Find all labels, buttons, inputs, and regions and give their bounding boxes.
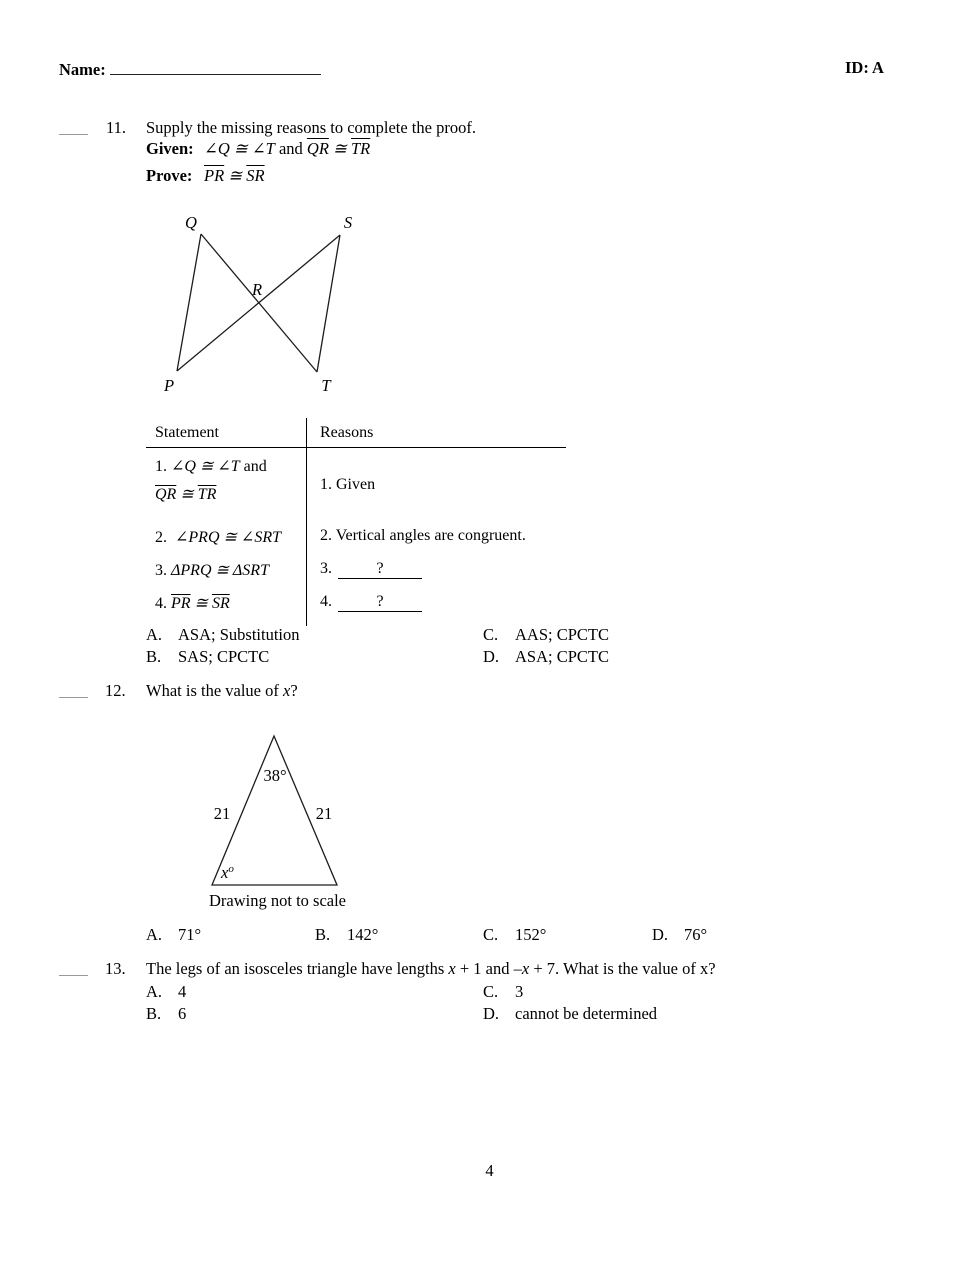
given-congruent-symbol: ≅ — [328, 139, 351, 158]
q12-stem-text: What is the value of — [146, 681, 283, 700]
q13-stem-variable-1: x — [448, 959, 456, 978]
q13-choice-d-text: cannot be determined — [515, 1004, 658, 1023]
figure-caption: Drawing not to scale — [209, 891, 347, 910]
q11-choice-b-text: SAS; CPCTC — [178, 647, 270, 666]
bowtie-figure — [150, 205, 366, 401]
given-and: and — [274, 139, 307, 158]
name-label: Name: — [59, 60, 106, 79]
row1-number: 1. — [155, 458, 167, 475]
row4-congruent-symbol: ≅ — [190, 595, 212, 612]
q11-choice-a-label: A. — [146, 625, 163, 644]
row1-segment-QR: $\overline{QR}$ — [155, 486, 177, 503]
q12-choice-b-text: 142° — [347, 925, 379, 944]
q12-choice-a-label: A. — [146, 925, 163, 944]
name-blank-line — [110, 58, 321, 75]
row3-number: 3. — [155, 562, 167, 579]
q12-choice-c-text: 152° — [515, 925, 547, 944]
prove-segment-SR: $\overline{SR}$ — [246, 166, 265, 185]
q12-number: 12. — [105, 681, 126, 700]
vertex-label-R: R — [251, 280, 263, 299]
row1-segment-TR: $\overline{TR}$ — [197, 486, 217, 503]
q12-choice-a-text: 71° — [178, 925, 202, 944]
q12-stem — [146, 681, 298, 701]
answer-blank-q11 — [59, 120, 88, 135]
right-side-length-label: 21 — [315, 804, 333, 823]
id-label: ID: A — [845, 58, 884, 77]
q13-choice-c-label: C. — [483, 982, 499, 1001]
row3-triangle-congruence: ΔPRQ ≅ ΔSRT — [171, 562, 269, 579]
q12-choice-c-label: C. — [483, 925, 499, 944]
given-label: Given: — [146, 139, 194, 158]
q13-choice-a-label: A. — [146, 982, 163, 1001]
vertex-label-S: S — [343, 213, 353, 232]
isosceles-triangle-figure — [195, 725, 360, 895]
given-segment-QR: $\overline{QR}$ — [306, 139, 329, 158]
row3-reason-number: 3. — [320, 560, 332, 577]
row4-reason-blank: ? — [338, 593, 422, 612]
q12-stem-variable: x — [283, 681, 291, 700]
base-angle-label: $x^o$ — [221, 863, 234, 882]
name-line — [59, 58, 321, 80]
proof-row3-statement — [146, 555, 307, 588]
q11-choice-d-text: ASA; CPCTC — [515, 647, 609, 666]
proof-row1-statement — [146, 448, 307, 522]
row2-number: 2. — [155, 529, 167, 546]
row3-reason-blank: ? — [338, 560, 422, 579]
q12-choice-d-text: 76° — [684, 925, 708, 944]
proof-table — [146, 418, 566, 626]
q11-choice-d-label: D. — [483, 647, 500, 666]
row2-angle-congruence: ∠PRQ ≅ ∠SRT — [175, 529, 281, 546]
row1-congruent-symbol: ≅ — [176, 486, 198, 503]
apex-angle-label: 38° — [263, 766, 287, 785]
row4-segment-SR: $\overline{SR}$ — [211, 595, 230, 612]
q13-choice-d-label: D. — [483, 1004, 500, 1023]
q13-choice-b-text: 6 — [178, 1004, 187, 1023]
vertex-label-Q: Q — [185, 213, 197, 232]
prove-segment-PR: $\overline{PR}$ — [204, 166, 225, 185]
prove-congruent-symbol: ≅ — [224, 166, 247, 185]
q11-choice-c-text: AAS; CPCTC — [515, 625, 609, 644]
vertex-label-T: T — [321, 376, 331, 395]
proof-row2-statement — [146, 522, 307, 555]
left-side-length-label: 21 — [213, 804, 231, 823]
segment-QP — [177, 234, 201, 371]
q13-stem-end: + 7. What is the value of x? — [529, 959, 716, 978]
row4-number: 4. — [155, 595, 167, 612]
proof-row3-reason — [307, 555, 566, 588]
q11-number: 11. — [106, 118, 127, 137]
q13-choice-a-text: 4 — [178, 982, 187, 1001]
row4-reason-number: 4. — [320, 593, 332, 610]
proof-row1-reason: 1. Given — [320, 476, 376, 493]
row1-and: and — [239, 458, 267, 475]
given-segment-TR: $\overline{TR}$ — [350, 139, 371, 158]
q11-choice-a-text: ASA; Substitution — [178, 625, 300, 644]
given-math — [204, 139, 370, 159]
row1-angle-congruence: ∠Q ≅ ∠T — [171, 458, 240, 475]
proof-table-header-reasons: Reasons — [307, 418, 566, 448]
segment-ST — [317, 235, 340, 372]
q13-number: 13. — [105, 959, 126, 978]
segment-SP — [177, 235, 340, 371]
q13-choice-c-text: 3 — [515, 982, 524, 1001]
answer-blank-q13 — [59, 961, 88, 976]
proof-table-header-statement: Statement — [146, 418, 307, 448]
row4-segment-PR: $\overline{PR}$ — [171, 595, 191, 612]
prove-label: Prove: — [146, 166, 193, 185]
q13-choice-b-label: B. — [146, 1004, 162, 1023]
answer-blank-q12 — [59, 683, 88, 698]
proof-row4-reason — [307, 588, 566, 626]
given-angles: ∠Q ≅ ∠T — [204, 139, 275, 158]
vertex-label-P: P — [163, 376, 175, 395]
proof-row4-statement — [146, 588, 307, 626]
q12-stem-question-mark: ? — [290, 681, 298, 700]
q13-stem-pre: The legs of an isosceles triangle have lengths — [146, 959, 449, 978]
prove-math — [204, 166, 265, 186]
q11-stem: Supply the missing reasons to complete the proof. — [146, 118, 476, 137]
q12-choice-d-label: D. — [652, 925, 669, 944]
q13-stem-mid: + 1 and – — [455, 959, 522, 978]
q13-stem — [146, 959, 716, 979]
q11-choice-c-label: C. — [483, 625, 499, 644]
q11-choice-b-label: B. — [146, 647, 162, 666]
q12-choice-b-label: B. — [315, 925, 331, 944]
proof-row2-reason: 2. Vertical angles are congruent. — [320, 527, 526, 544]
q13-stem-variable-2: x — [521, 959, 530, 978]
page-number: 4 — [485, 1161, 494, 1180]
